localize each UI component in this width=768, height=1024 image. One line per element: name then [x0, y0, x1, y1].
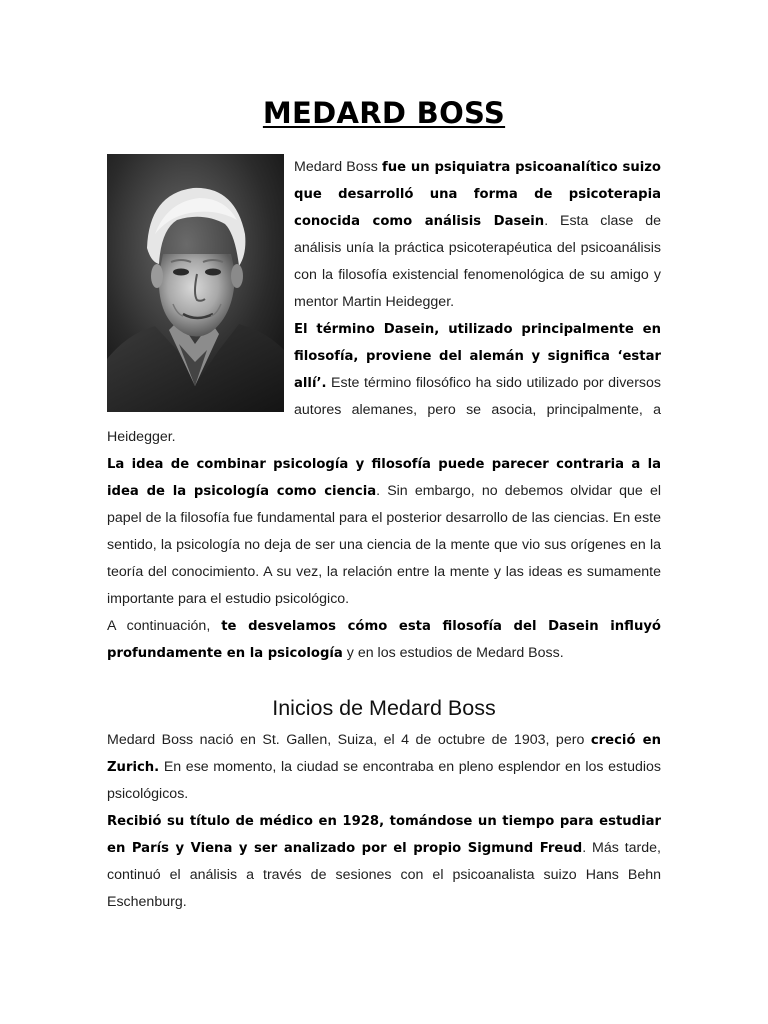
- intro-p1-text-end: . Esta clase de análisis unía la práctica psicoterapéutica del psicoanálisis con la filosofía existencial fenomenológica de su amigo y mentor Martin Heidegger.: [294, 213, 662, 310]
- document-title: MEDARD BOSS: [262, 96, 506, 130]
- intro-p3-bold: La idea de combinar psicología y filosofía puede parecer contraria a la idea de la psicología como ciencia: [107, 457, 661, 499]
- intro-paragraph-3: [107, 451, 661, 613]
- section-paragraph-2: [107, 808, 661, 916]
- intro-p1-bold: fue un psiquiatra psicoanalítico suizo que desarrolló una forma de psicoterapia conocida como análisis Dasein: [294, 160, 661, 229]
- section-p1-text: Medard Boss nació en St. Gallen, Suiza, el 4 de octubre de 1903, pero: [107, 732, 591, 748]
- portrait-photo: [107, 154, 284, 412]
- intro-p2-text: Este término filosófico ha sido utilizado por diversos autores alemanes, pero se asocia, principalmente, a Heidegger.: [107, 375, 661, 445]
- section-p2-text: . Más tarde, continuó el análisis a través de sesiones con el psicoanalista suizo Hans Behn Eschenburg.: [107, 840, 661, 910]
- intro-paragraph-4: [107, 613, 661, 667]
- section-heading: Inicios de Medard Boss: [272, 696, 496, 720]
- intro-p2-bold: El término Dasein, utilizado principalmente en filosofía, proviene del alemán y significa ‘estar allí’.: [294, 322, 661, 391]
- document-page: [107, 92, 661, 916]
- intro-p4-text-end: y en los estudios de Medard Boss.: [342, 645, 564, 661]
- intro-p4-bold: te desvelamos cómo esta filosofía del Dasein influyó profundamente en la psicología: [107, 619, 661, 661]
- intro-p4-text: A continuación,: [107, 618, 211, 634]
- section-p2-bold: Recibió su título de médico en 1928, tomándose un tiempo para estudiar en París y Viena y ser analizado por el propio Sigmund Freud: [107, 814, 661, 856]
- section-p1-text-end: En ese momento, la ciudad se encontraba en pleno esplendor en los estudios psicológicos.: [107, 759, 661, 802]
- section-paragraph-1: [107, 727, 661, 808]
- intro-p1-text: Medard Boss: [294, 159, 378, 175]
- intro-p3-text: . Sin embargo, no debemos olvidar que el papel de la filosofía fue fundamental para el posterior desarrollo de las ciencias. En este sentido, la psicología no deja de ser una ciencia de la mente que vio sus orígenes en la teoría del conocimiento. A su vez, la relación entre la mente y las ideas es sumamente importante para el estudio psicológico.: [107, 483, 661, 607]
- section-p1-bold: creció en Zurich.: [107, 733, 661, 775]
